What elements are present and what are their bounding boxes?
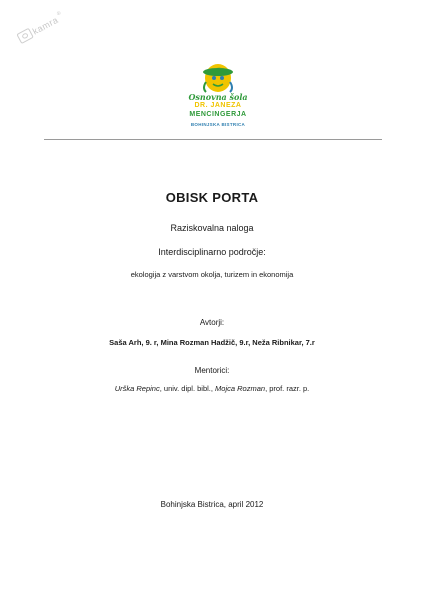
watermark (16, 11, 65, 44)
mentor1-name: Urška Repinc (114, 384, 160, 393)
watermark-registered: ® (55, 9, 63, 17)
logo-school-type: Osnovna šola (188, 92, 248, 102)
mentor1-title: , univ. dipl. bibl., (159, 384, 216, 393)
document-field: Interdisciplinarno področje: (158, 247, 266, 257)
logo-name-line1: DR. JANEZA (194, 102, 242, 109)
document-title: OBISK PORTA (165, 190, 259, 205)
logo-figure-icon (186, 62, 250, 94)
logo-location: BOHINJSKA BISTRICA (190, 122, 246, 127)
school-logo (186, 62, 250, 132)
logo-name-line2: MENCINGERJA (189, 111, 247, 118)
authors-list: Saša Arh, 9. r, Mina Rozman Hadžič, 9.r, Neža Ribnikar, 7.r (109, 338, 315, 347)
place-date: Bohinjska Bistrica, april 2012 (160, 500, 264, 509)
document-subtitle: Raziskovalna naloga (170, 223, 254, 233)
header-divider (44, 139, 382, 140)
mentor2-name: Mojca Rozman (215, 384, 266, 393)
mentors-label: Mentorici: (194, 366, 230, 375)
camera-icon (16, 28, 34, 44)
mentor2-title: , prof. razr. p. (265, 384, 310, 393)
mentors-list (0, 384, 424, 393)
authors-label: Avtorji: (199, 318, 225, 327)
watermark-text: kamra (30, 14, 60, 37)
document-topics: ekologija z varstvom okolja, turizem in ekonomija (130, 270, 294, 279)
